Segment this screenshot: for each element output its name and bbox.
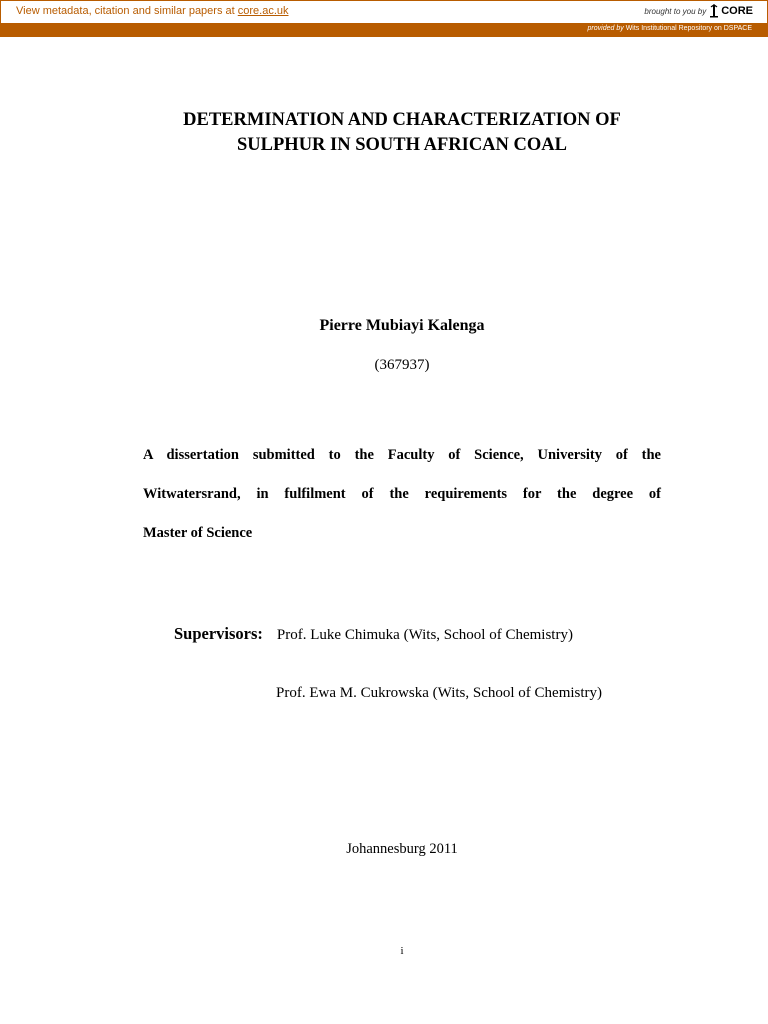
thesis-title [0, 108, 768, 158]
metadata-text: View metadata, citation and similar papers at [16, 5, 235, 17]
author-name: Pierre Mubiayi Kalenga [319, 317, 485, 334]
provided-by-source: Wits Institutional Repository on DSPACE [625, 25, 752, 32]
core-metadata-notice [16, 5, 289, 17]
page-number: i [400, 945, 404, 957]
provided-by-notice [588, 25, 752, 32]
core-brand-name: CORE [721, 5, 753, 17]
supervisors-block [174, 624, 573, 644]
core-banner [0, 0, 768, 23]
place-and-date: Johannesburg 2011 [346, 841, 458, 857]
dissertation-line-3: Master of Science [143, 525, 253, 541]
student-number: (367937) [374, 357, 430, 373]
brought-to-you-text: brought to you by [644, 6, 707, 16]
provided-by-prefix: provided by [587, 25, 624, 32]
core-link[interactable]: core.ac.uk [237, 5, 289, 17]
title-line-2: SULPHUR IN SOUTH AFRICAN COAL [237, 135, 567, 155]
dissertation-line-2: Witwatersrand, in fulfilment of the requirements for the degree of [143, 486, 661, 502]
supervisors-label: Supervisors: [174, 624, 263, 643]
supervisor-2: Prof. Ewa M. Cukrowska (Wits, School of Chemistry) [276, 685, 603, 701]
supervisor-1: Prof. Luke Chimuka (Wits, School of Chemistry) [276, 627, 573, 643]
core-logo-icon [709, 4, 719, 18]
core-brand[interactable] [644, 4, 753, 18]
dissertation-statement [143, 436, 661, 553]
core-provider-bar [0, 23, 768, 37]
dissertation-line-1: A dissertation submitted to the Faculty of Science, University of the [143, 447, 661, 463]
title-line-1: DETERMINATION AND CHARACTERIZATION OF [183, 110, 621, 130]
